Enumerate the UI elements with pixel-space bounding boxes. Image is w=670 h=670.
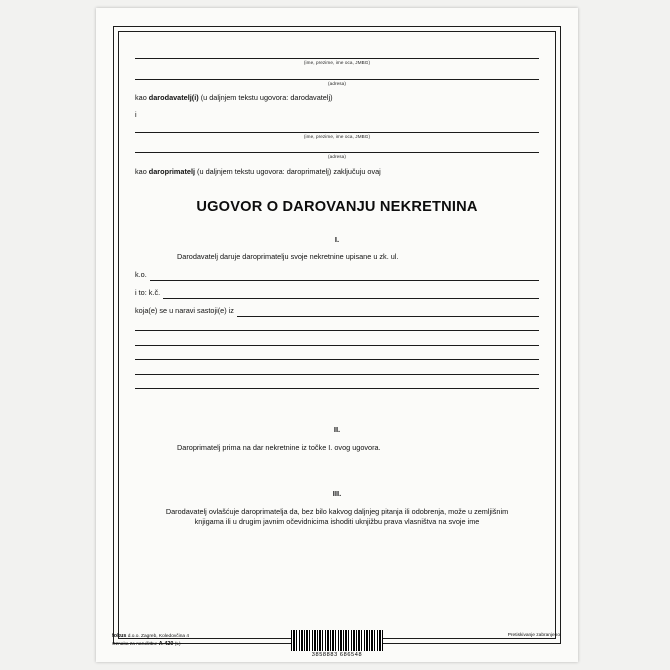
publisher-name: fokus [112,633,127,639]
field-ko-input[interactable] [150,269,539,281]
field-ko[interactable] [135,269,539,281]
document-content [135,46,539,628]
field-kc-input[interactable] [163,287,539,299]
order-mark-line [112,640,189,648]
blank-line[interactable] [135,375,539,390]
caption-person: (ime, prezime, ime oca, JMBG) [303,60,371,65]
field-nature-label: koja(e) se u naravi sastoji(e) iz [135,306,234,316]
conjunction-i: i [135,109,137,119]
publisher-info [112,632,189,648]
field-kc-label: i to: k.č. [135,288,161,298]
donor-statement [135,93,539,103]
section-text-1: Darodavatelj daruje daroprimatelju svoje nekretnine upisane u zk. ul. [177,251,399,261]
paper-sheet [96,8,578,662]
publisher-address: d.o.o. Zagreb, Koledovčina 4 [126,634,190,639]
publisher-line [112,632,189,640]
copy-notice: Pretiskivanje zabranjeno [507,633,560,638]
field-line-address[interactable] [135,67,539,80]
field-kc[interactable] [135,287,539,299]
section-text-2: Daroprimatelj prima na dar nekretnine iz točke I. ovog ugovora. [177,442,381,452]
field-line-address-2[interactable] [135,140,539,153]
blank-line[interactable] [135,346,539,361]
field-line-name[interactable] [135,46,539,59]
page-title: UGOVOR O DAROVANJU NEKRETNINA [196,199,478,216]
caption-address: (adresa) [328,80,346,86]
document-footer [112,630,562,660]
caption-address-2: (adresa) [328,154,346,160]
donee-statement [135,167,539,177]
field-nature-input[interactable] [237,305,539,317]
blank-line[interactable] [135,317,539,332]
order-mark-suffix: (L) [174,642,181,648]
section-text-3: Darodavatelj ovlašćuje daroprimatelja da, bez bilo kakvog daljnjeg pitanja ili odobrenja, može u zemljišnim knjigama ili u drugim javnim očevidnicima ishoditi uknjižbu prava vlasništva na svoje ime [165,506,509,527]
spacer [135,453,539,479]
section-number-2: II. [333,425,341,435]
field-line-name-2[interactable] [135,120,539,133]
spacer [135,389,539,415]
order-mark-label: Oznaka za naručitbu: [112,642,158,648]
caption-person-2: (ime, prezime, ime oca, JMBG) [303,133,371,139]
barcode-bars [291,630,383,651]
donor-statement-text: kao darodavatelj(i) (u daljnjem tekstu ugovora: darodavatelj) [135,93,333,103]
blank-line[interactable] [135,331,539,346]
field-nature[interactable] [135,305,539,317]
section-number-3: III. [332,489,342,499]
barcode-number: 3858883 686548 [311,651,363,658]
field-ko-label: k.o. [135,270,147,280]
barcode [291,630,383,658]
section-number-1: I. [334,234,340,244]
blank-line[interactable] [135,360,539,375]
outer-border [113,26,561,644]
order-mark-code: A-420 [158,641,174,648]
blank-lines-group [135,317,539,390]
inner-border [118,31,556,639]
donee-statement-text: kao daroprimatelj (u daljnjem tekstu ugovora: daroprimatelj) zaključuju ovaj [135,167,381,177]
